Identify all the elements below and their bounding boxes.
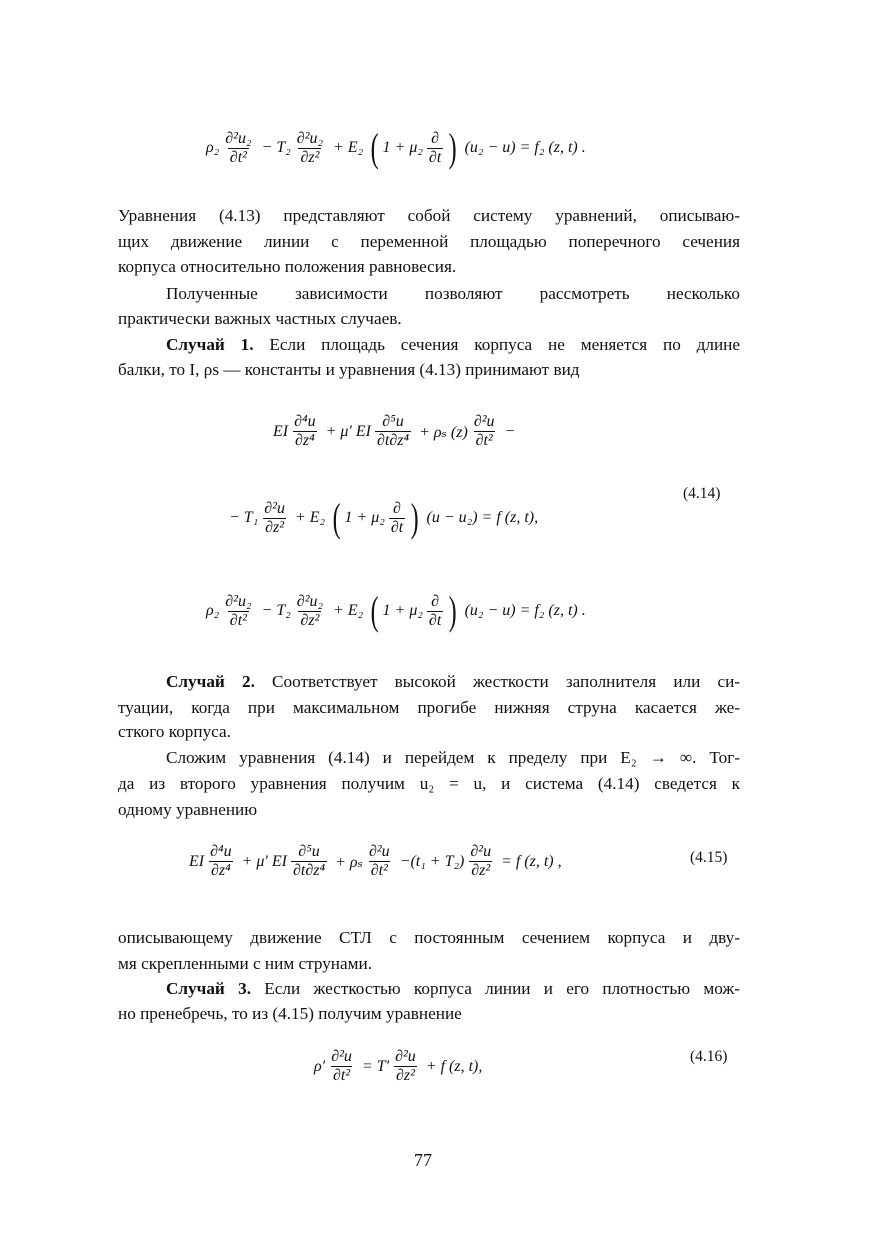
equation-top xyxy=(205,125,587,170)
text-line xyxy=(118,773,740,795)
text-span: щих движение линии с переменной площадью поперечного сечения xyxy=(118,232,740,251)
text-span: одному уравнению xyxy=(118,800,258,819)
text-span: Сложим уравнения (4.14) и перейдем к пределу при E₂ → ∞. Тог- xyxy=(166,748,740,767)
equation-4-14-line2 xyxy=(228,495,539,540)
fraction xyxy=(295,593,325,630)
parenthesis: ) xyxy=(410,495,419,540)
math-term: (u₂ − u) = f₂ (z, t) . xyxy=(460,602,586,619)
equation-4-14-line1 xyxy=(272,413,516,450)
text-span: балки, то I, ρs — константы и уравнения (4.13) принимают вид xyxy=(118,360,580,379)
denominator: ∂z⁴ xyxy=(210,862,231,879)
denominator: ∂z² xyxy=(395,1067,415,1084)
text-span: но пренебречь, то из (4.15) получим уравнение xyxy=(118,1004,462,1023)
text-span: да из второго уравнения получим u₂ = u, и система (4.14) сведется к xyxy=(118,774,740,793)
fraction xyxy=(295,130,325,167)
math-term: − xyxy=(500,422,516,440)
text-span: сткого корпуса. xyxy=(118,722,231,741)
numerator: ∂²u₂ xyxy=(296,592,324,610)
numerator: ∂²u xyxy=(473,413,495,430)
numerator: ∂²u xyxy=(395,1048,416,1065)
equation-4-15 xyxy=(188,843,563,880)
numerator: ∂²u₂ xyxy=(225,592,252,610)
denominator: ∂t² xyxy=(475,432,493,449)
fraction xyxy=(292,413,317,450)
text-span: описывающему движение СТЛ с постоянным сечением корпуса и дву- xyxy=(118,928,740,947)
math-term: ρ₂ xyxy=(206,602,220,619)
math-term: + E₂ xyxy=(329,602,368,619)
page-number: 77 xyxy=(414,1150,432,1170)
math-term: − T₂ xyxy=(257,139,291,156)
case-heading: Случай 3. xyxy=(166,979,252,998)
fraction xyxy=(389,500,405,537)
numerator: ∂ xyxy=(393,499,401,517)
math-term: ρ₂ xyxy=(206,139,220,156)
equation-label-4-15: (4.15) xyxy=(690,849,728,866)
fraction xyxy=(291,843,327,880)
math-term: = f (z, t) , xyxy=(497,852,562,870)
math-term: EI xyxy=(273,422,289,440)
text-span: Если жесткостью корпуса линии и его плотностью мож- xyxy=(251,979,740,998)
text-span: туации, когда при максимальном прогибе нижняя струна касается же- xyxy=(118,698,740,717)
fraction xyxy=(223,130,253,167)
denominator: ∂t∂z⁴ xyxy=(377,432,410,449)
math-term: + E₂ xyxy=(329,139,368,156)
denominator: ∂t² xyxy=(229,611,247,629)
denominator: ∂t xyxy=(390,518,404,536)
text-line xyxy=(166,747,740,769)
text-span: Если площадь сечения корпуса не меняется по длине xyxy=(253,335,740,354)
text-line xyxy=(118,359,740,381)
math-term: − T₁ xyxy=(229,509,259,526)
fraction xyxy=(329,1048,354,1085)
text-span: мя скрепленными с ним струнами. xyxy=(118,954,373,973)
fraction xyxy=(223,593,253,630)
text-span: Соответствует высокой жесткости заполнителя или си- xyxy=(254,672,740,691)
text-line xyxy=(118,799,740,821)
math-term: + E₂ xyxy=(290,509,330,526)
numerator: ∂²u xyxy=(368,843,390,860)
fraction xyxy=(367,843,392,880)
math-term: ρ′ xyxy=(314,1057,326,1075)
numerator: ∂⁵u xyxy=(298,843,320,860)
math-term: + μ′ EI xyxy=(237,852,288,870)
denominator: ∂t² xyxy=(332,1067,351,1084)
parenthesis: ( xyxy=(370,588,379,633)
parenthesis: ( xyxy=(332,495,341,540)
denominator: ∂t² xyxy=(370,862,388,879)
parenthesis: ) xyxy=(448,125,457,170)
text-line xyxy=(118,205,740,227)
text-line xyxy=(118,256,740,278)
text-line xyxy=(166,671,740,693)
parenthesis: ( xyxy=(370,125,379,170)
math-term: EI xyxy=(189,852,205,870)
denominator: ∂z² xyxy=(300,148,320,166)
math-term: 1 + μ₂ xyxy=(382,602,423,619)
text-line xyxy=(118,231,740,253)
text-line xyxy=(118,721,740,743)
math-term: −(t₁ + T₂) xyxy=(395,852,465,870)
equation-label-4-14: (4.14) xyxy=(683,485,721,502)
denominator: ∂t xyxy=(428,148,442,166)
math-term: 1 + μ₂ xyxy=(382,139,423,156)
equation-4-14-line3 xyxy=(205,588,587,633)
text-line xyxy=(166,978,740,1000)
math-term: + μ′ EI xyxy=(321,422,372,440)
fraction xyxy=(208,843,233,880)
denominator: ∂z² xyxy=(471,862,491,879)
parenthesis: ) xyxy=(448,588,457,633)
numerator: ∂ xyxy=(431,592,440,610)
fraction xyxy=(427,130,443,167)
math-term: (u₂ − u) = f₂ (z, t) . xyxy=(460,139,586,156)
denominator: ∂z² xyxy=(265,518,285,536)
denominator: ∂z⁴ xyxy=(294,432,315,449)
text-line xyxy=(118,1003,740,1025)
text-line xyxy=(166,334,740,356)
numerator: ∂⁴u xyxy=(210,843,232,860)
text-span: практически важных частных случаев. xyxy=(118,309,402,328)
numerator: ∂⁴u xyxy=(294,413,316,430)
equation-4-16 xyxy=(313,1048,483,1085)
denominator: ∂z² xyxy=(300,611,320,629)
case-heading: Случай 1. xyxy=(166,335,254,354)
text-line xyxy=(118,953,740,975)
text-line xyxy=(166,283,740,305)
numerator: ∂⁵u xyxy=(382,413,404,430)
math-term: + f (z, t), xyxy=(421,1057,483,1075)
fraction xyxy=(262,500,287,537)
numerator: ∂²u xyxy=(331,1048,352,1065)
equation-label-4-16: (4.16) xyxy=(690,1048,728,1065)
math-term: 1 + μ₂ xyxy=(344,509,385,526)
fraction xyxy=(393,1048,418,1085)
denominator: ∂t² xyxy=(229,148,247,166)
math-term: = T′ xyxy=(357,1057,390,1075)
denominator: ∂t xyxy=(428,611,442,629)
math-term: (u − u₂) = f (z, t), xyxy=(422,509,539,526)
text-span: Полученные зависимости позволяют рассмотреть несколько xyxy=(166,284,740,303)
numerator: ∂²u xyxy=(470,843,492,860)
denominator: ∂t∂z⁴ xyxy=(293,862,326,879)
text-line xyxy=(118,308,740,330)
numerator: ∂²u₂ xyxy=(296,129,324,147)
math-term: + ρₛ (z) xyxy=(415,423,468,441)
math-term: + ρₛ xyxy=(331,853,363,871)
case-heading: Случай 2. xyxy=(166,672,255,691)
text-span: Уравнения (4.13) представляют собой систему уравнений, описываю- xyxy=(118,206,740,225)
math-term: − T₂ xyxy=(257,602,291,619)
numerator: ∂²u₂ xyxy=(225,129,252,147)
fraction xyxy=(427,593,443,630)
text-line xyxy=(118,697,740,719)
text-line xyxy=(118,927,740,949)
fraction xyxy=(472,413,497,450)
text-span: корпуса относительно положения равновесия. xyxy=(118,257,457,276)
fraction xyxy=(468,843,493,880)
numerator: ∂²u xyxy=(264,499,285,517)
numerator: ∂ xyxy=(431,129,440,147)
fraction xyxy=(375,413,411,450)
